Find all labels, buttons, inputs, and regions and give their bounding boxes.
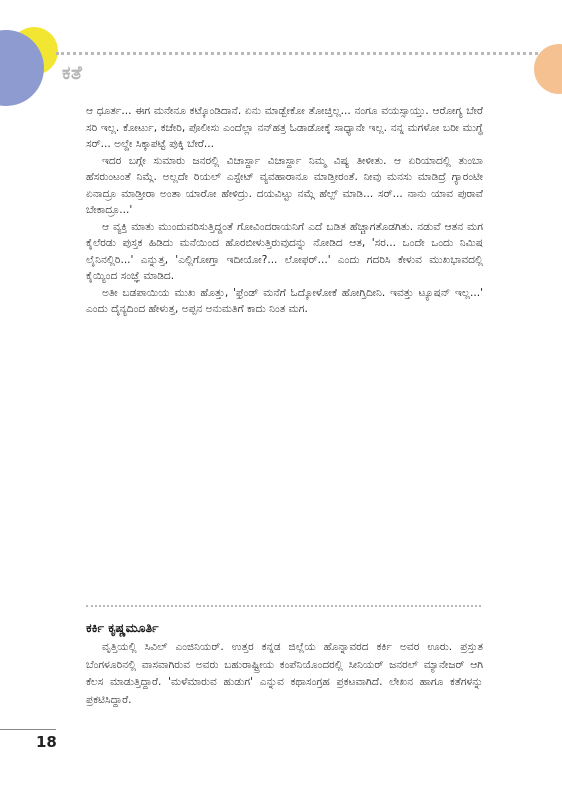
story-paragraph: ಅತೀ ಬಡಪಾಯಿಯ ಮುಖ ಹೊತ್ತು, 'ಫ್ರೆಂಡ್ ಮನೆಗೆ ಓದ್ಕೋಳೋಕೆ ಹೋಗ್ತಿದೀನಿ. ಇವತ್ತು ಟ್ಯೂಷನ್ ಇಲ್ಲ...' ಎಂದು ದೈನ್ಯದಿಂದ ಹೇಳುತ್ತ, ಅಪ್ಪನ ಅನುಮತಿಗೆ ಕಾದು ನಿಂತ ಮಗ. [86, 286, 483, 315]
author-bio-dotted-divider [86, 605, 481, 607]
story-paragraph: ಆ ವ್ಯಕ್ತಿ ಮಾತು ಮುಂದುವರಿಸುತ್ತಿದ್ದಂತೆ ಗೋವಿಂದರಾಯನಿಗೆ ಎದೆ ಬಡಿತ ಹೆಚ್ಚಾಗತೊಡಗಿತು. ನಡುವೆ ಆತನ ಮಗ ಕೈಲೆರಡು ಪುಸ್ತಕ ಹಿಡಿದು ಮನೆಯಿಂದ ಹೊರಬೀಳುತ್ತಿರುವುದನ್ನು ನೋಡಿದ ಆತ, 'ಸರ... ಒಂದೇ ಒಂದು ನಿಮಿಷ ಲೈನಿನಲ್ಲಿರಿ...' ಎನ್ನುತ್ತ, 'ಎಲ್ಲಿಗೋಗ್ತಾ ಇದೀಯೋ?... ಲೋಫರ್...' ಎಂದು ಗದರಿಸಿ ಕೇಳುವ ಮುಖಭಾವದಲ್ಲಿ ಕೈಯ್ಯಿಂದ ಸಂಜ್ಞೆ ಮಾಡಿದ. [86, 220, 483, 282]
story-body [86, 103, 483, 318]
story-paragraph: ಇದರ ಬಗ್ಗೇ ಸುಮಾರು ಜನರಲ್ಲಿ ವಿಚಾರ್ಸ್ದಾ ವಿಚಾರ್ಸ್ದಾ ನಿಮ್ಮ ವಿಷ್ಯ ತೀಳೀತು. ಆ ಏರಿಯಾದಲ್ಲಿ ತುಂಬಾ ಹೆಸರುಂಟಂತೆ ನಿಮ್ಗೆ. ಅಲ್ಲದೇ ರಿಯಲ್ ಎಸ್ಟೇಟ್ ವ್ಯವಹಾರಾನೂ ಮಾಡ್ತೀರಂತೆ. ನೀವು ಮನಸು ಮಾಡಿದ್ರೆ ಗ್ಯಾರಂಟೀ ಏನಾದ್ರೂ ಮಾಡ್ತೀರಾ ಅಂತಾ ಯಾರೋ ಹೇಳಿದ್ರು. ದಯವಿಟ್ಟು ನಮ್ಗೆ ಹೆಲ್ಪ್ ಮಾಡಿ... ಸರ್... ನಾನು ಯಾವ ಪುರಾವೆ ಬೇಕಾದ್ರೂ...' [86, 154, 483, 216]
section-label: ಕತೆ [62, 62, 83, 84]
author-name: ಕರ್ಕಿ ಕೃಷ್ಣಮೂರ್ತಿ [86, 620, 159, 635]
header-dotted-divider [56, 52, 538, 55]
page-number: 18 [36, 733, 57, 751]
author-bio: ವೃತ್ತಿಯಲ್ಲಿ ಸಿವಿಲ್ ಎಂಜಿನಿಯರ್. ಉತ್ತರ ಕನ್ನಡ ಜಿಲ್ಲೆಯ ಹೊನ್ನಾವರದ ಕರ್ಕಿ ಅವರ ಊರು. ಪ್ರಸ್ತುತ ಬೆಂಗಳೂರಿನಲ್ಲಿ ವಾಸವಾಗಿರುವ ಅವರು ಬಹುರಾಷ್ಟ್ರೀಯ ಕಂಪೆನಿಯೊಂದರಲ್ಲಿ ಸೀನಿಯರ್ ಜನರಲ್ ಮ್ಯಾನೇಜರ್ ಆಗಿ ಕೆಲಸ ಮಾಡುತ್ತಿದ್ದಾರೆ. 'ಮಳೆಮಾರುವ ಹುಡುಗ' ಎನ್ನುವ ಕಥಾಸಂಗ್ರಹ ಪ್ರಕಟವಾಗಿದೆ. ಲೇಖನ ಹಾಗೂ ಕತೆಗಳನ್ನು ಪ್ರಕಟಿಸಿದ್ದಾರೆ. [86, 641, 483, 706]
page-number-rule [0, 729, 56, 730]
decorative-orange-circle [534, 44, 562, 94]
story-paragraph: ಆ ಧೂರ್ತ... ಈಗ ಮನೇನೂ ಕಟ್ಕೊಂಡಿದಾನೆ. ಏನು ಮಾಡ್ಬೇಕೋ ತೋಚ್ತಿಲ್ಲ... ನಂಗೂ ವಯಸ್ಸಾಯ್ತು. ಆರೋಗ್ಯ ಬೇರೆ ಸರಿ ಇಲ್ಲ. ಕೋರ್ಟು, ಕಚೇರಿ, ಪೊಲೀಸು ಎಂದೆಲ್ಲಾ ನನ್‌ಹತ್ರ ಓಡಾಡೋಕ್ಕೆ ಸಾಧ್ಯಾನೇ ಇಲ್ಲ. ನನ್ನ ಮಗಳೋ ಬರೀ ಮುಗ್ಧೆ ಸರ್... ಅಲ್ದೇ ಸಿಕ್ಕಾಪಟ್ಟೆ ಪುಕ್ಕಿ ಬೇರೆ... [86, 105, 483, 150]
